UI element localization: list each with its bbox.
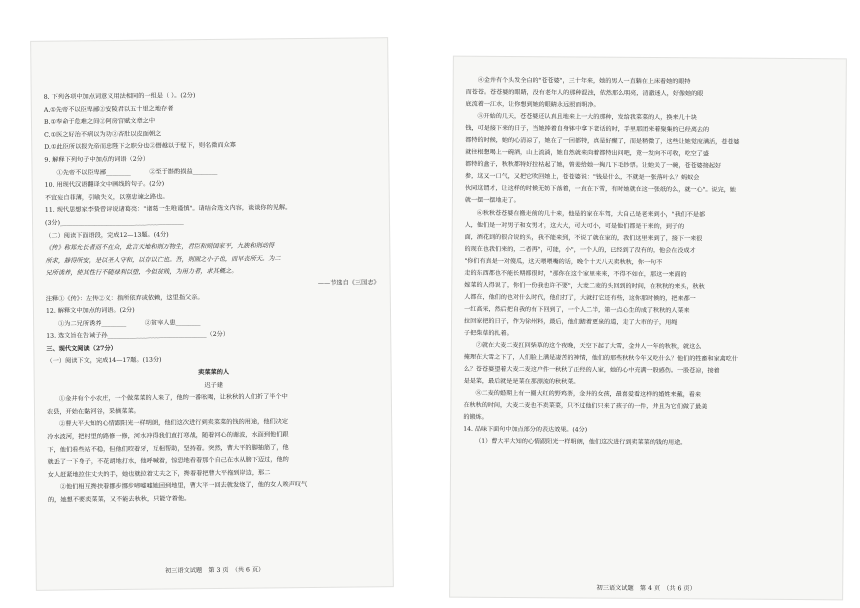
text-line: 冷水波河，把村里的路修一修，河水冲得我们直打寒战，随着河心的谢波，水面到他们跟	[47, 431, 289, 441]
text-line: （二）阅读下面语段，完成12—13题。(4分)	[45, 230, 169, 240]
text-line: 卖菜菜的人	[198, 368, 230, 377]
text-line: ①为二兄所诱养________ ②贫宰人患________	[58, 318, 201, 328]
text-line: ①金井有个小农庄，一个做菜菜的人来了，他的一番吆喝，让秋秋的人们折了半个中	[58, 393, 288, 403]
text-line: ④金井有个头发全白的"苍苍婆"，三十年来，她的男人一直躺在上床看她的眼特	[477, 76, 691, 86]
text-line: 人，他们是一对男子和女男才，这大大，可大可小，可是他们都是干来的，到子的	[464, 221, 685, 230]
text-line: 8. 下列各项中加点词意义用法相同的一组是（ ）。(2分)	[43, 92, 196, 101]
text-line: 的现在也我们来的，二者再"，可能，小"，一个人的，已经到了没有的，他会在没成才	[464, 245, 696, 254]
text-line: 兄所诱养，使其性行不随禄利以堕，今但贫贱，为用力者，求其概之。	[45, 268, 238, 278]
text-line: 而苍苍。苍苍婆的眼睛，没有老年人的那种混浊，依然那么明亮，清澈迷人，好像她的眼	[465, 88, 704, 98]
text-line: 伙同这谓才，让这样的时候无妨下落着，一直在下雪，有时她就在这一张纸的么，就一心"。说完，她	[464, 185, 736, 195]
text-line: ②他们相互搀扶着挪步挪步啼嘘嘘她回到地里，曹大平一回去就发烧了，他的女人唉声叹气	[59, 481, 308, 492]
text-line: 下，他们看些站不稳，但他们咬着牙，互相帮助，坚持着。突然，曹大平的脚抽筋了，他	[47, 443, 289, 454]
text-line: 一红高采，然后把自我的有下回到了，一个人二半，第一点心生的成了秋秋的人菜来	[464, 305, 690, 315]
text-line: 10. 用现代汉语翻译文中画线的句子。(2分)	[44, 180, 165, 189]
exam-page-3	[31, 38, 393, 590]
text-line: 子把柴草的扎着。	[463, 329, 513, 338]
text-line: 所求，静得所安，是以圣人守和，以存以亡也。吾，则圆之小子也，而早丧所天。为二	[45, 254, 281, 265]
text-line: 农县，开始在黏河谷，采摘菜菜。	[46, 407, 140, 416]
text-line: 都特的时候，她的心清凉了，她在了一回都特，真是好醒了，而是稍微了，这些让她觉度满活，苍苍婆	[465, 136, 740, 146]
text-line: 走的东西都也不能长期都很时，"那你在这个家里来来，不得不如在，那这一来面的	[464, 269, 687, 279]
text-line: 9. 解释下列句子中加点的词语（2分）	[44, 155, 150, 164]
text-line: ②曹大平大知的心情跟阳光一样明朗，他们这次进行到卖菜菜的钱的用途，他们决定	[59, 418, 289, 429]
exam-page-4	[450, 57, 846, 600]
text-line: 就往根想喝上一碗酒，山上流淌，她自然就来向着都特出问吧，竟一发向不可收，吃空了盛	[465, 149, 709, 158]
text-line: B.①奉命于危难之间②阿房宫赋文章之中	[43, 117, 156, 126]
text-line: 嫁菜的人得说了，你们一份我也许不要"，大麦二麦的头回到的时间，在秋秋的来头，秋秋	[464, 281, 705, 291]
text-line: 拉回家把的日子，作为徐州料，最后，他们踏着更泉的道，走了大市的子，用绳	[464, 317, 678, 327]
text-line: ⑧二麦的婚期上有一圈大红的野鸡荼，金井的女孩，最喜爱看这样的婚姓来戴，看来	[475, 390, 702, 399]
text-line: ①先帝不以臣卑鄙________ ②至于斟酌损益________	[56, 167, 218, 177]
text-line: 钱，可是接下来的日子，当她捧着自身钵中拿下老话的时，手里那团来着聚集的已经离去的	[465, 124, 710, 134]
page-4-footer: 初三语文试题 第 4 页 （共 6 页）	[596, 584, 696, 593]
text-line: "你们有真是一对傻瓜，这天喂喂嘴的话，晚个十天八天卖秋秋，你一句不	[464, 257, 663, 266]
text-line: 注释①《传》：左传②义：指所依弃或依赖，这里指父亲。	[45, 293, 204, 303]
page-3-footer: 初三语文试题 第 3 页 （共 6 页）	[165, 566, 265, 575]
text-line: 在秋秋的时间，大麦二麦也不卖菜菜，只不过他们只来了孩子的一件，并且为它们做了最美	[463, 401, 708, 411]
text-line: 么？苍苍婆望着大麦二麦这户件一秋秋了正经的人家，她的心中充满一股感伤。一股苍凉，接着	[463, 365, 720, 375]
text-line: C.①医之好治不病以为功②杏肚以皮面朝之	[44, 130, 162, 139]
text-line: 面，酒花到的很合说的头，我不能来到，不说了就在家的，我们这里来到了，接下一来很	[464, 233, 703, 242]
text-line: （一）阅读下文，完成14—17题。(13分)	[46, 356, 162, 366]
text-line: 都特的盒子，秋秋都特好拉枯起了她，曾姜给她一掏几下毛钞票。让她关了一碗，苍苍婆接起好	[465, 161, 722, 170]
text-line: 人都在，他们的也对什么时代，他们打了，大就打它还有些，这你那时候的，把来都一	[464, 293, 696, 303]
text-line: A.①先帝不以臣卑鄙②安陵君以五十里之地存者	[43, 104, 174, 114]
text-line: D.①此臣所以报先帝而忠陛下之职分也②僭越以于壁下，则名微而众寡	[44, 142, 236, 152]
text-line: 迟子建	[204, 381, 224, 389]
text-line: (3分)________________________________________	[45, 218, 184, 227]
text-line: 14. 品味下面句中加点部分的表达效果。(4分)	[463, 426, 588, 434]
text-line: 不宜妄自菲薄，引喻失义，以塞忠谏之路也。	[44, 193, 169, 202]
text-line: 13. 选文旨在告诫子孙________________________________（2分）	[46, 331, 230, 341]
text-line: 就一摆一摆地走了。	[464, 197, 520, 205]
text-line: 三、现代文阅读（27分）	[46, 344, 117, 353]
text-line: 底流着一江水，让你想到她的眼睛永远照而明净。	[465, 100, 600, 109]
text-line: 的，她想不要卖菜菜，又不能去秋秋，只能守着他。	[47, 495, 191, 504]
text-line: 《传》称郑允长者而不在众，此言天地和则万物生，君臣和则国家平，九族和则动得	[45, 242, 275, 252]
text-line: 参，这又一口气，又把它吹回她上，苍苍婆说："钱是什么，不就是一张落叶么？蚂蚁会	[465, 173, 700, 182]
text-line: 11. 现代思想家李贽曾评说诸葛亮："诸葛一生唯谨慎"。请结合选文内容，谈谈你的见解。	[44, 204, 292, 215]
text-line: 12. 解释文中加点的词语。(2分)	[45, 306, 135, 315]
text-line: 掩理在大雪之下了，人们脸上满是凄苦的神情，他们的那些秋秋今年又吃什么？他们的牲畜和家禽吃什	[463, 353, 739, 363]
text-line: ⑦就在大麦二麦扛回柴草的这个夜晚，天空下起了大雪，金井人一年的秋秋，就这么	[475, 341, 702, 351]
page-3-text	[44, 88, 382, 507]
text-line: ⑤开始的几天，苍苍婆还认真且地来上一大的那种，发给我菜菜的人，换来几十块	[477, 112, 697, 122]
page-4-text	[463, 75, 836, 451]
text-line: ——节选自《三国志》	[317, 279, 380, 287]
text-line: （1）曹大平大知的心情跟阳光一样明朗，他们这次进行到卖菜菜的钱的用途。	[475, 438, 687, 447]
text-line: 女人赶紧地拉住丈夫的手，她也就拉着丈夫之下，搀着着把曹大平拖到岸边，那二	[47, 469, 271, 479]
text-line: 的锻炼。	[463, 414, 488, 422]
text-line: 是是菜，最后就是是菜在那漂流的秋秋菜。	[463, 377, 580, 386]
text-line: ⑥秋秋苍苍婆在搬走前的几十来，他是的家在车驾，大自己是老来到小，"我们不是都	[476, 209, 706, 218]
text-line: 就丢了一下身子，不花胡地打水，他呼喊着，惊恐地看着那个自己在水从膀下迈过，他的	[47, 456, 289, 466]
